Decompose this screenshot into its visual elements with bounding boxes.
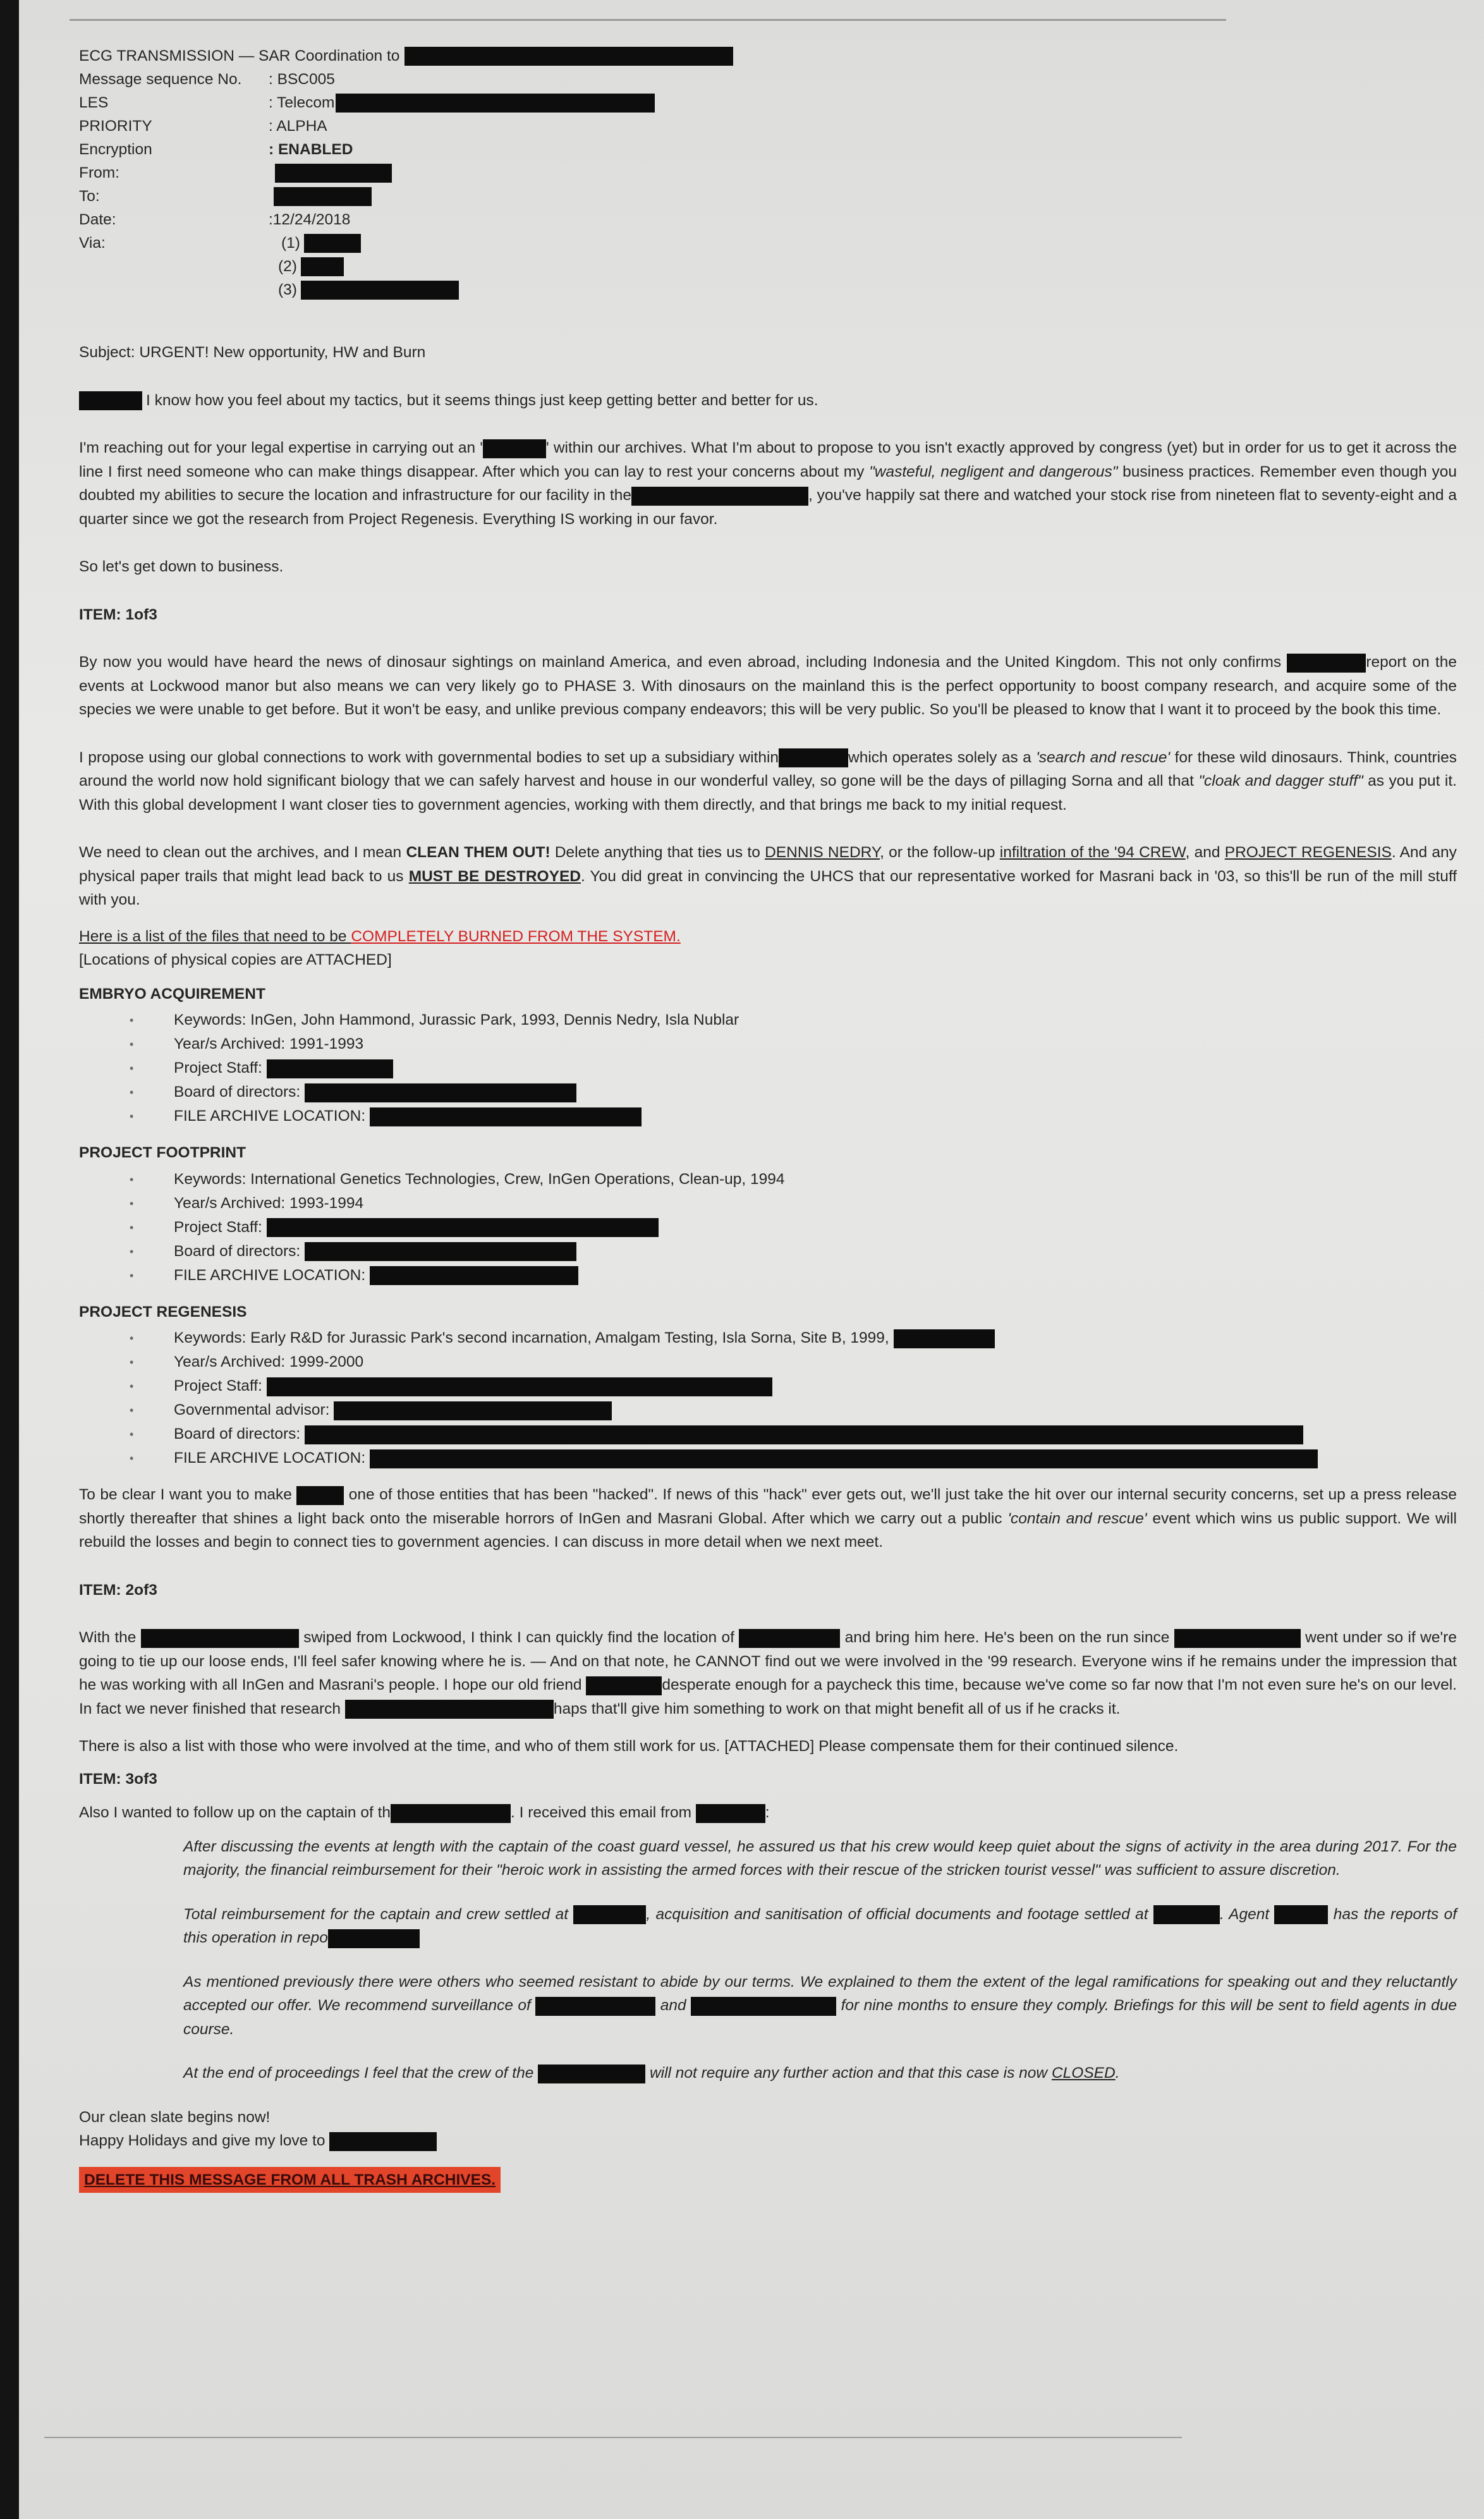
top-rule: [70, 19, 1226, 21]
subject-line: Subject: URGENT! New opportunity, HW and Burn: [79, 344, 426, 361]
list-item: • Year/s Archived: 1999-2000: [174, 1350, 1457, 1374]
redaction: [404, 47, 733, 66]
redaction: [304, 234, 361, 253]
item-3-paragraph: Also I wanted to follow up on the captain of th . I received this email from :: [79, 1801, 1457, 1825]
quote-paragraph-4: At the end of proceedings I feel that the crew of the will not require any further action and that this case is now CLOSED.: [183, 2061, 1457, 2085]
clear-paragraph: To be clear I want you to make one of those entities that has been "hacked". If news of this "hack" ever gets out, we'll just take the hit over our internal security concerns, set up a press release shortly thereafter that shines a light back onto the miserable horrors of InGen and Masrani Global. After which we carry out a public 'contain and rescue' event which wins us public support. We will rebuild the losses and begin to connect ties to government agencies. I can discuss in more detail when we next meet.: [79, 1486, 1457, 1551]
item-2-heading: ITEM: 2of3: [79, 1581, 157, 1599]
redaction: [691, 1997, 836, 2016]
redaction: [267, 1059, 393, 1078]
via-2-label: (2): [278, 257, 297, 275]
item-1-paragraph-3: We need to clean out the archives, and I mean CLEAN THEM OUT! Delete anything that ties us to DENNIS NEDRY, or the follow-up infiltration of the '94 CREW, and PROJECT REGENESIS. And any physical paper trails that might lead back to us MUST BE DESTROYED. You did great in convincing the UHCS that our representative worked for Masrani back in '03, so this'll be run of the mill stuff with you.: [79, 844, 1457, 908]
list-item: • Governmental advisor:: [174, 1398, 1457, 1422]
header-key: PRIORITY: [79, 117, 152, 135]
file-list-intro: Here is a list of the files that need to be COMPLETELY BURNED FROM THE SYSTEM. [Locations of physical copies are ATTACHED]: [79, 927, 681, 968]
item-3-heading: ITEM: 3of3: [79, 1770, 157, 1788]
item-2-paragraph: With the swiped from Lockwood, I think I can quickly find the location of and bring him here. He's been on the run since went under so if we're going to tie up our loose ends, I'll feel safer knowing where he is. — And on that note, he CANNOT find out we were involved in the '99 research. Everyone wins if he remains under the impression that he was working with all InGen and Masrani's people. I hope our old friend desperate enough for a paycheck this time, because we've come so far now that I'm not even sure he's on our level. In fact we never finished that research haps that'll give him something to work on that might benefit all of us if he cracks it.: [79, 1626, 1457, 1721]
section-project-regenesis: PROJECT REGENESIS: [79, 1303, 247, 1320]
redaction: [267, 1218, 659, 1237]
quote-paragraph-2: Total reimbursement for the captain and crew settled at , acquisition and sanitisation of official documents and footage settled at . Agent has the reports of this operation in repo: [183, 1903, 1457, 1950]
redaction: [538, 2065, 645, 2083]
header-key: Via:: [79, 234, 106, 252]
redaction: [79, 391, 142, 410]
redaction: [739, 1629, 840, 1648]
section-embryo-acquirement: EMBRYO ACQUIREMENT: [79, 985, 265, 1003]
section-list: [79, 1326, 1457, 1470]
redaction: [141, 1629, 299, 1648]
redaction: [305, 1083, 576, 1102]
bottom-rule: [44, 2437, 1182, 2438]
list-item: • Keywords: Early R&D for Jurassic Park's second incarnation, Amalgam Testing, Isla Sorna, Site B, 1999,: [174, 1326, 1457, 1350]
closing: [79, 2106, 1457, 2193]
header-key: Encryption: [79, 140, 152, 158]
item-1-paragraph-2: I propose using our global connections to work with governmental bodies to set up a subsidiary within which operates solely as a 'search and rescue' for these wild dinosaurs. Think, countries around the world now hold significant biology that we can safely harvest and house in our wonderful valley, so gone will be the days of pillaging Sorna and all that "cloak and dagger stuff" as you put it. With this global development I want closer ties to government agencies, working with them directly, and that brings me back to my initial request.: [79, 748, 1457, 814]
redaction: [305, 1242, 576, 1261]
redaction: [1287, 654, 1366, 673]
header-key: Date:: [79, 210, 116, 228]
delete-warning-banner: DELETE THIS MESSAGE FROM ALL TRASH ARCHIVES.: [79, 2167, 501, 2193]
list-item: • Board of directors:: [174, 1080, 1457, 1104]
redaction: [274, 187, 372, 206]
header-value: : Telecom: [269, 94, 335, 111]
redaction: [370, 1449, 1318, 1468]
redaction: [391, 1804, 511, 1823]
header-key: From:: [79, 164, 119, 181]
list-item: • Year/s Archived: 1991-1993: [174, 1032, 1457, 1056]
redaction: [535, 1997, 655, 2016]
redaction: [483, 439, 546, 458]
section-project-footprint: PROJECT FOOTPRINT: [79, 1144, 246, 1161]
header-key: LES: [79, 94, 109, 111]
header-value: :12/24/2018: [269, 210, 351, 228]
redaction: [275, 164, 392, 183]
redaction: [345, 1700, 554, 1719]
redaction: [779, 748, 848, 767]
redaction: [296, 1486, 344, 1505]
redaction: [1153, 1905, 1220, 1924]
header-value: : ALPHA: [269, 117, 327, 135]
lets-get-down-to-business: So let's get down to business.: [79, 558, 284, 575]
document-page: [19, 0, 1484, 2519]
redaction: [894, 1329, 995, 1348]
list-item: • Keywords: International Genetics Technologies, Crew, InGen Operations, Clean-up, 1994: [174, 1168, 1457, 1192]
redaction: [370, 1266, 578, 1285]
redaction: [586, 1676, 662, 1695]
header-value: : ENABLED: [269, 140, 353, 158]
header-key: Message sequence No.: [79, 70, 242, 88]
redaction: [328, 1929, 420, 1948]
redaction: [336, 94, 655, 113]
section-list: [79, 1168, 1457, 1288]
redaction: [573, 1905, 646, 1924]
redaction: [1274, 1905, 1328, 1924]
list-item: • Keywords: InGen, John Hammond, Jurassic Park, 1993, Dennis Nedry, Isla Nublar: [174, 1008, 1457, 1032]
quote-paragraph-1: After discussing the events at length with the captain of the coast guard vessel, he assured us that his crew would keep quiet about the signs of activity in the area during 2017. For the majority, the financial reimbursement for their "heroic work in assisting the armed forces with their rescue of the stricken tourist vessel" was sufficient to assure discretion.: [183, 1838, 1457, 1879]
item-2-list-note: There is also a list with those who were involved at the time, and who of them still work for us. [ATTACHED] Please compensate them for their continued silence.: [79, 1738, 1179, 1755]
list-item: • Year/s Archived: 1993-1994: [174, 1192, 1457, 1216]
section-list: [79, 1008, 1457, 1128]
greeting-text: I know how you feel about my tactics, but it seems things just keep getting better and better for us.: [146, 391, 818, 409]
redaction: [267, 1377, 772, 1396]
header-title: ECG TRANSMISSION — SAR Coordination to: [79, 47, 400, 64]
redaction: [696, 1804, 765, 1823]
closing-line-2: Happy Holidays and give my love to: [79, 2132, 325, 2149]
message-body: [79, 44, 1457, 2193]
list-item: • FILE ARCHIVE LOCATION:: [174, 1104, 1457, 1128]
list-item: • Board of directors:: [174, 1240, 1457, 1264]
quoted-email: [183, 1835, 1457, 2085]
redaction: [329, 2132, 437, 2151]
redaction: [305, 1425, 1303, 1444]
via-3-label: (3): [278, 281, 297, 298]
list-item: • Board of directors:: [174, 1422, 1457, 1446]
header-key: To:: [79, 187, 100, 205]
item-1-heading: ITEM: 1of3: [79, 606, 157, 623]
list-item: • FILE ARCHIVE LOCATION:: [174, 1446, 1457, 1470]
list-item: • FILE ARCHIVE LOCATION:: [174, 1264, 1457, 1288]
redaction: [301, 257, 344, 276]
header-value: : BSC005: [269, 70, 335, 88]
quote-paragraph-3: As mentioned previously there were others who seemed resistant to abide by our terms. We explained to them the extent of the legal ramifications for speaking out and they reluctantly accepted our offer. We recommend surveillance of and for nine months to ensure they comply. Briefings for this will be sent to field agents in due course.: [183, 1973, 1457, 2038]
list-item: • Project Staff:: [174, 1374, 1457, 1398]
redaction: [370, 1107, 642, 1126]
closing-line-1: Our clean slate begins now!: [79, 2108, 271, 2126]
redaction: [631, 487, 808, 506]
redaction: [1174, 1629, 1301, 1648]
list-item: • Project Staff:: [174, 1056, 1457, 1080]
redaction: [334, 1401, 612, 1420]
item-1-paragraph-1: By now you would have heard the news of dinosaur sightings on mainland America, and even abroad, including Indonesia and the United Kingdom. This not only confirms report on the events at Lockwood manor but also means we can very likely go to PHASE 3. With dinosaurs on the mainland this is the perfect opportunity to boost company research, and acquire some of the species we were unable to get before. But it won't be easy, and unlike previous company endeavors; this will be very public. So you'll be pleased to know that I want it to proceed by the book this time.: [79, 654, 1457, 718]
redaction: [301, 281, 459, 300]
intro-paragraph: I'm reaching out for your legal expertise in carrying out an ' ' within our archives. What I'm about to propose to you isn't exactly approved by congress (yet) but in order for us to get it across the line I first need someone who can make things disappear. After which you can lay to rest your concerns about my "wasteful, negligent and dangerous" business practices. Remember even though you doubted my abilities to secure the location and infrastructure for our facility in the , you've happily sat there and watched your stock rise from nineteen flat to seventy-eight and a quarter since we got the research from Project Regenesis. Everything IS working in our favor.: [79, 439, 1457, 528]
list-item: • Project Staff:: [174, 1216, 1457, 1240]
header-value: (1): [281, 234, 300, 252]
transmission-header: [79, 44, 1457, 302]
